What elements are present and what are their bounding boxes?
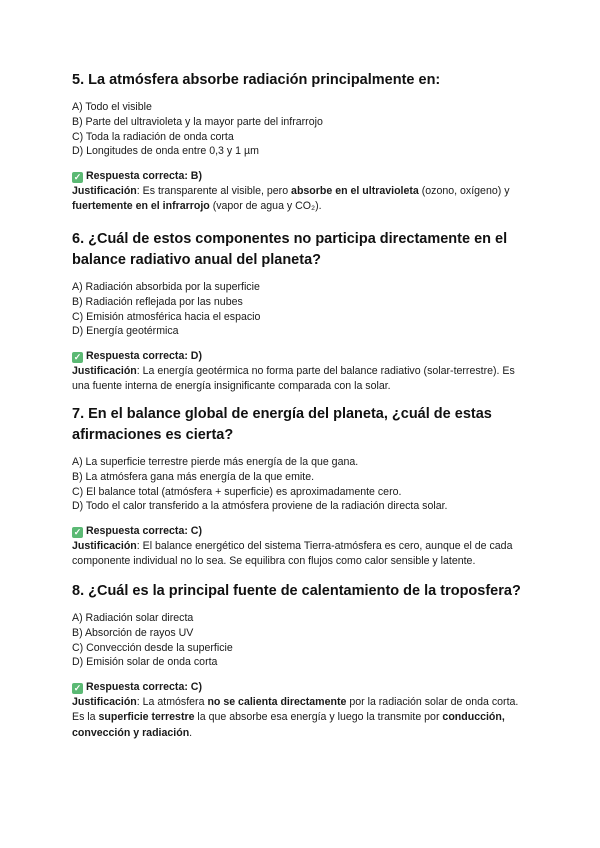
check-icon: ✓: [73, 683, 82, 694]
justification-text: : La atmósfera: [136, 696, 208, 709]
question-title: 7. En el balance global de energía del planeta, ¿cuál de estas afirmaciones es cierta?: [72, 406, 492, 443]
justification-text: (vapor de agua y CO₂).: [209, 200, 322, 213]
option-d: D) Energía geotérmica: [72, 325, 179, 338]
justification: [72, 695, 532, 741]
justification-text: no se calienta directamente: [207, 696, 347, 709]
option-a: A) La superficie terrestre pierde más energía de la que gana.: [72, 456, 359, 468]
check-icon: ✓: [73, 527, 82, 538]
option-b: B) Absorción de rayos UV: [72, 626, 194, 639]
option-a: A) Todo el visible: [72, 101, 152, 113]
option-b: B) La atmósfera gana más energía de la que emite.: [72, 470, 315, 483]
justification-text: : La energía geotérmica no forma parte del balance radiativo (solar-terrestre). Es una fuente interna de energía insignificante comparada con la solar.: [72, 365, 515, 393]
question-8: [72, 581, 532, 741]
option-a: A) Radiación absorbida por la superficie: [72, 281, 260, 293]
option-c: C) Toda la radiación de onda corta: [72, 130, 234, 143]
justification: [72, 539, 532, 569]
question-title: 5. La atmósfera absorbe radiación principalmente en:: [72, 72, 441, 88]
justification-label: Justificación: [72, 185, 137, 198]
question-5: [72, 70, 532, 215]
justification-text: : El balance energético del sistema Tierra-atmósfera es cero, aunque el de cada componente individual no lo sea. Se equilibra con flujos como calor sensible y latente.: [72, 540, 513, 568]
justification-text: : Es transparente al visible, pero: [136, 185, 292, 198]
correct-answer: ✓ Respuesta correcta: C): [73, 525, 202, 538]
option-d: D) Todo el calor transferido a la atmósfera proviene de la radiación directa solar.: [72, 500, 448, 513]
justification: [72, 184, 532, 214]
justification-text: la que absorbe esa energía y luego la transmite por: [194, 711, 443, 724]
option-d: D) Longitudes de onda entre 0,3 y 1 µm: [72, 145, 259, 158]
question-title: 6. ¿Cuál de estos componentes no participa directamente en el balance radiativo anual del planeta?: [72, 231, 508, 268]
check-icon: ✓: [73, 352, 82, 363]
option-b: B) Parte del ultravioleta y la mayor parte del infrarrojo: [72, 115, 323, 128]
check-icon: ✓: [73, 172, 82, 183]
option-c: C) El balance total (atmósfera + superficie) es aproximadamente cero.: [72, 485, 402, 498]
option-d: D) Emisión solar de onda corta: [72, 656, 218, 669]
justification: [72, 364, 532, 394]
correct-answer: ✓ Respuesta correcta: C): [73, 681, 202, 694]
option-c: C) Convección desde la superficie: [72, 641, 233, 654]
justification-text: conducción, convección y radiación: [72, 711, 505, 739]
justification-text: superficie terrestre: [98, 711, 195, 724]
option-b: B) Radiación reflejada por las nubes: [72, 295, 243, 308]
justification-label: Justificación: [72, 696, 137, 709]
option-c: C) Emisión atmosférica hacia el espacio: [72, 310, 261, 323]
question-7: [72, 404, 532, 570]
justification-label: Justificación: [72, 365, 137, 378]
option-a: A) Radiación solar directa: [72, 612, 194, 624]
justification-text: (ozono, oxígeno) y: [418, 185, 510, 198]
justification-text: por la radiación solar de onda corta. Es la: [72, 696, 519, 724]
justification-label: Justificación: [72, 540, 137, 553]
question-title: 8. ¿Cuál es la principal fuente de calentamiento de la troposfera?: [72, 583, 521, 599]
justification-text: .: [189, 726, 193, 739]
correct-answer: ✓ Respuesta correcta: B): [73, 170, 202, 183]
justification-text: absorbe en el ultravioleta: [291, 185, 419, 198]
correct-answer: ✓ Respuesta correcta: D): [73, 350, 202, 363]
justification-text: fuertemente en el infrarrojo: [72, 200, 210, 213]
question-6: [72, 229, 532, 395]
